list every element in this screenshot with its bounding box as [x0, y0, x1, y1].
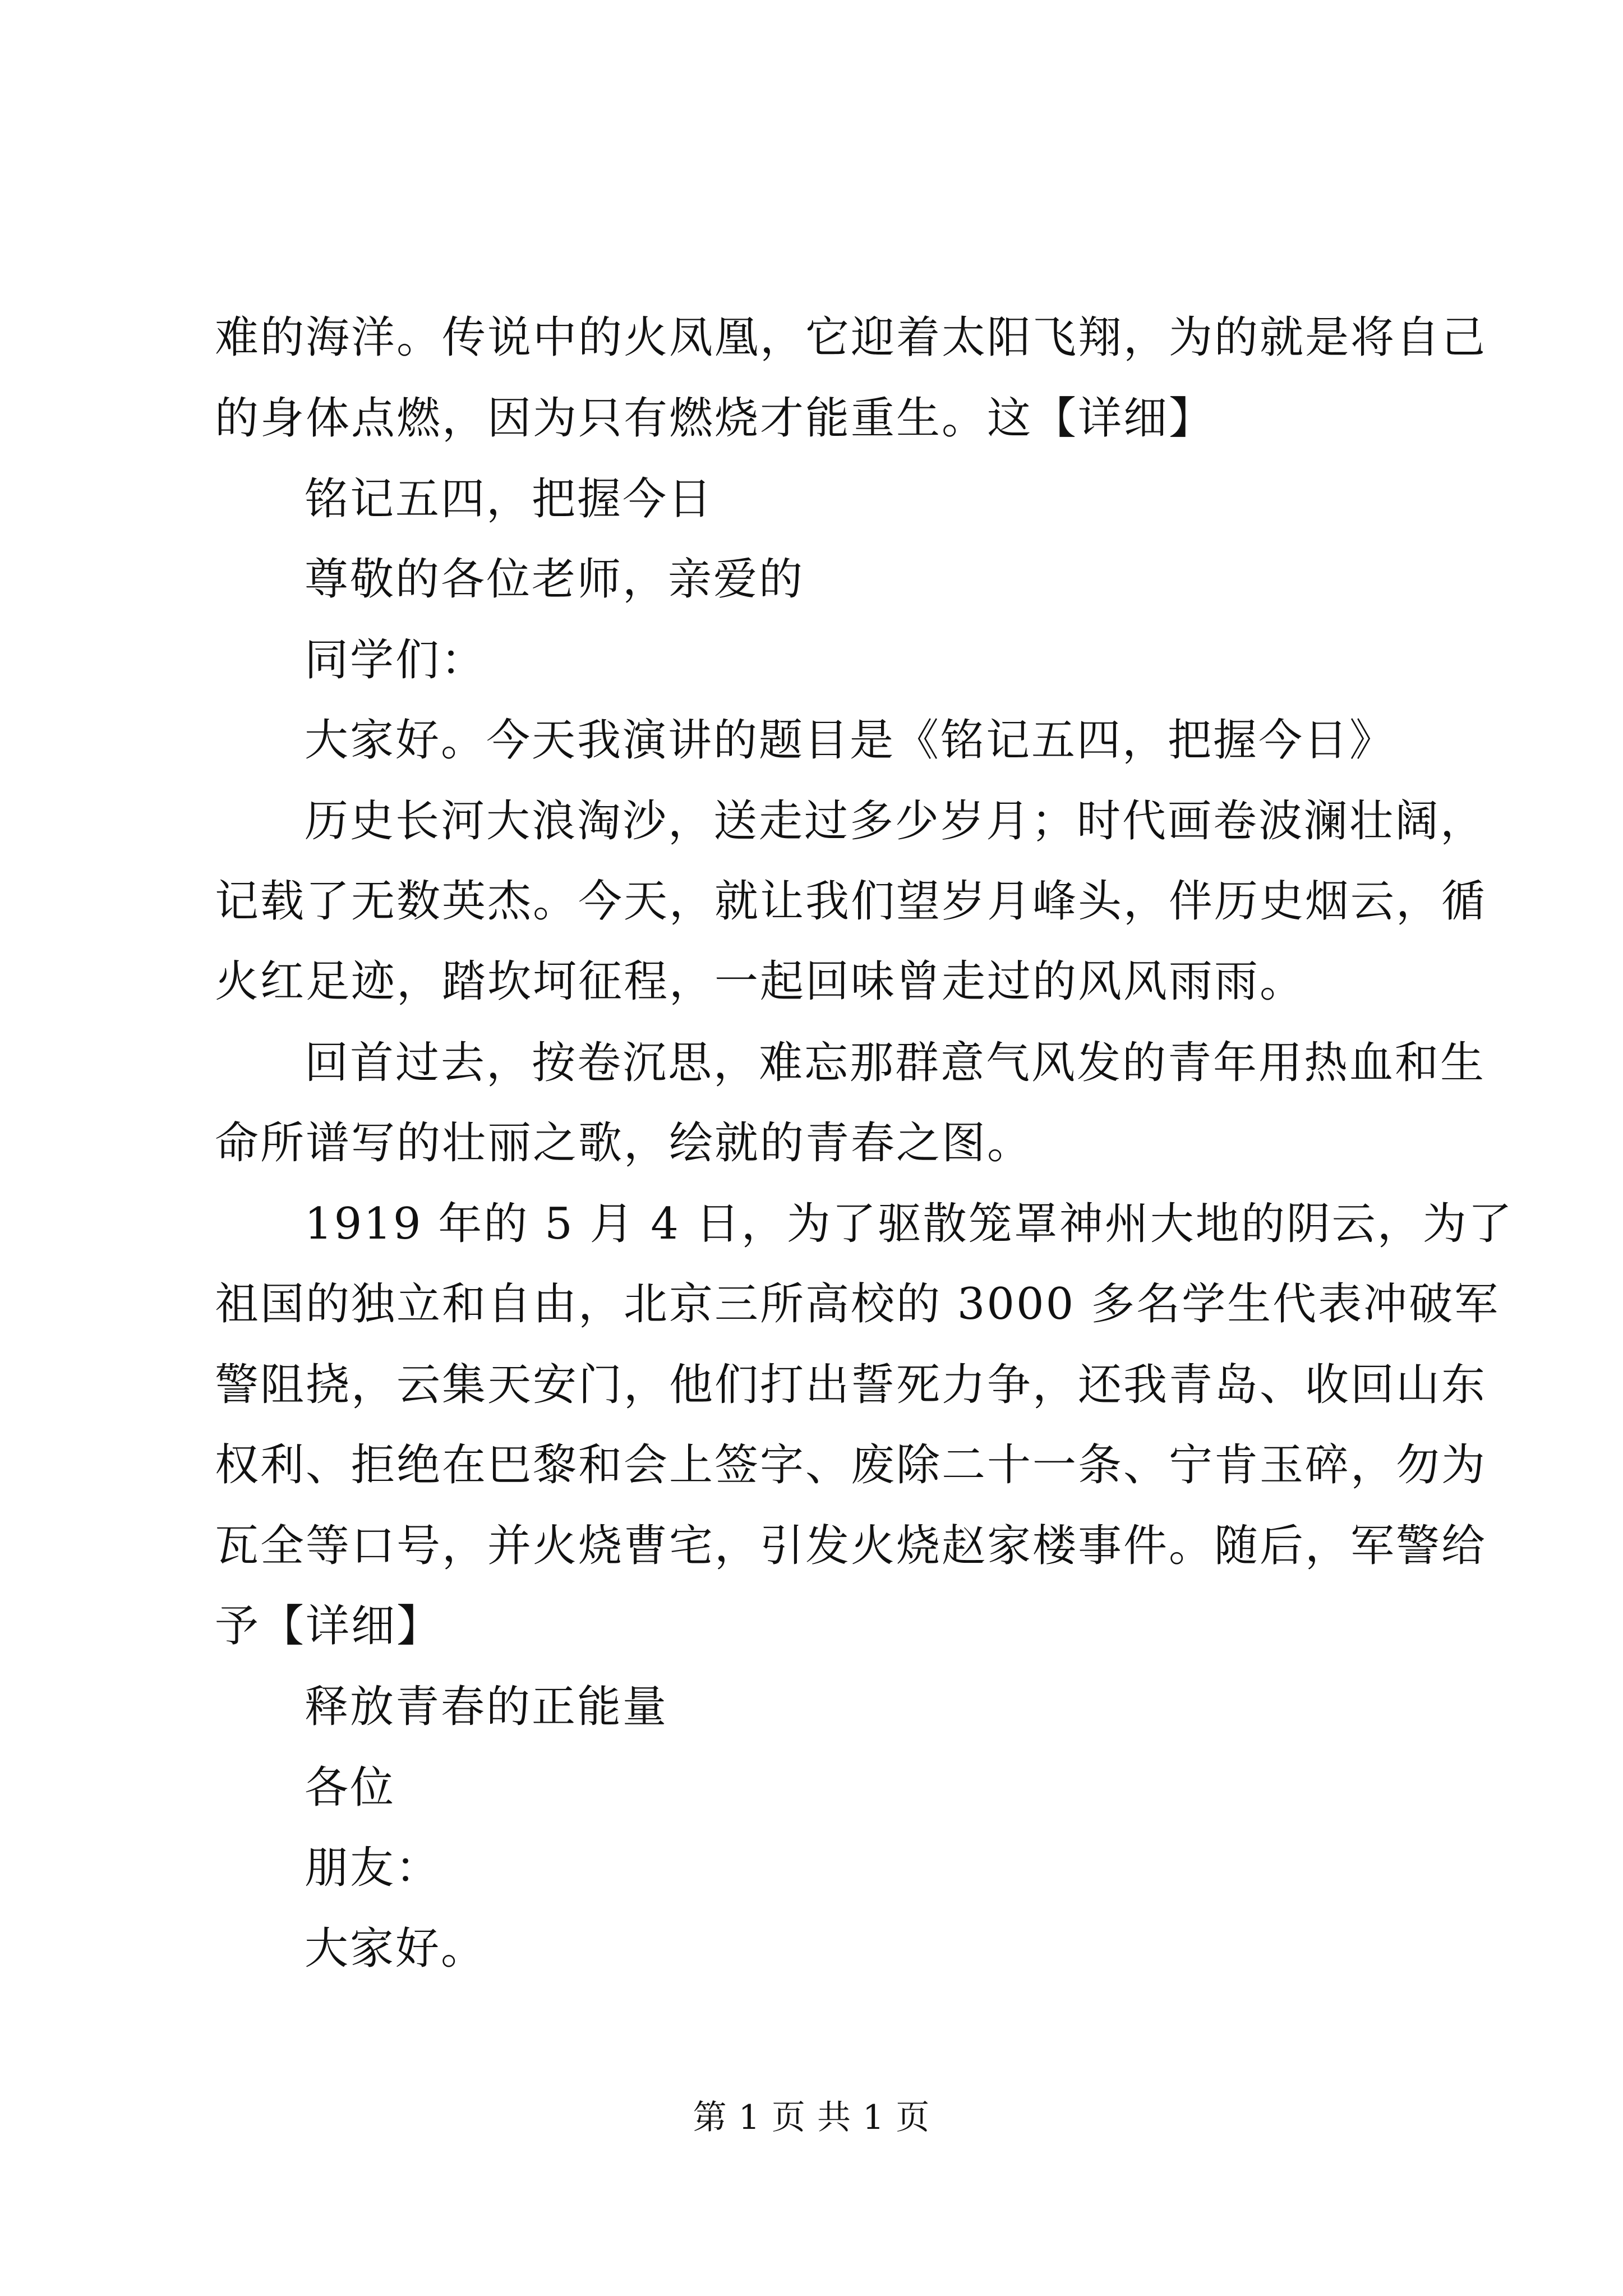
paragraph-line: 的身体点燃，因为只有燃烧才能重生。这【详细】 [215, 393, 1215, 444]
paragraph-line: 回首过去，按卷沉思，难忘那群意气风发的青年用热血和生 [305, 1038, 1486, 1088]
section-title: 铭记五四，把握今日 [305, 474, 714, 524]
paragraph-line: 警阻挠，云集天安门，他们打出誓死力争，还我青岛、收回山东 [215, 1360, 1487, 1410]
salutation-line: 尊敬的各位老师，亲爱的 [305, 554, 805, 605]
salutation-line: 各位 [305, 1763, 396, 1813]
salutation-line: 朋友： [305, 1843, 441, 1893]
paragraph-line: 予【详细】 [215, 1601, 442, 1651]
paragraph-line: 大家好。今天我演讲的题目是《铭记五四，把握今日》 [305, 715, 1395, 766]
paragraph-line: 历史长河大浪淘沙，送走过多少岁月；时代画卷波澜壮阔， [305, 796, 1486, 846]
paragraph-line: 难的海洋。传说中的火凤凰，它迎着太阳飞翔，为的就是将自己 [215, 312, 1487, 363]
paragraph-line: 瓦全等口号，并火烧曹宅，引发火烧赵家楼事件。随后，军警给 [215, 1521, 1487, 1571]
paragraph-line: 1919 年的 5 月 4 日，为了驱散笼罩神州大地的阴云，为了 [305, 1199, 1514, 1249]
paragraph-line: 记载了无数英杰。今天，就让我们望岁月峰头，伴历史烟云，循 [215, 876, 1487, 927]
section-title: 释放青春的正能量 [305, 1682, 668, 1732]
salutation-line: 同学们： [305, 635, 487, 685]
paragraph-line: 火红足迹，踏坎坷征程，一起回味曾走过的风风雨雨。 [215, 956, 1306, 1007]
paragraph-line: 祖国的独立和自由，北京三所高校的 3000 多名学生代表冲破军 [215, 1279, 1500, 1329]
paragraph-line: 大家好。 [305, 1924, 487, 1974]
page-footer: 第 1 页 共 1 页 [693, 2098, 930, 2137]
paragraph-line: 命所谱写的壮丽之歌，绘就的青春之图。 [215, 1118, 1033, 1168]
paragraph-line: 权利、拒绝在巴黎和会上签字、废除二十一条、宁肯玉碎，勿为 [215, 1440, 1487, 1490]
